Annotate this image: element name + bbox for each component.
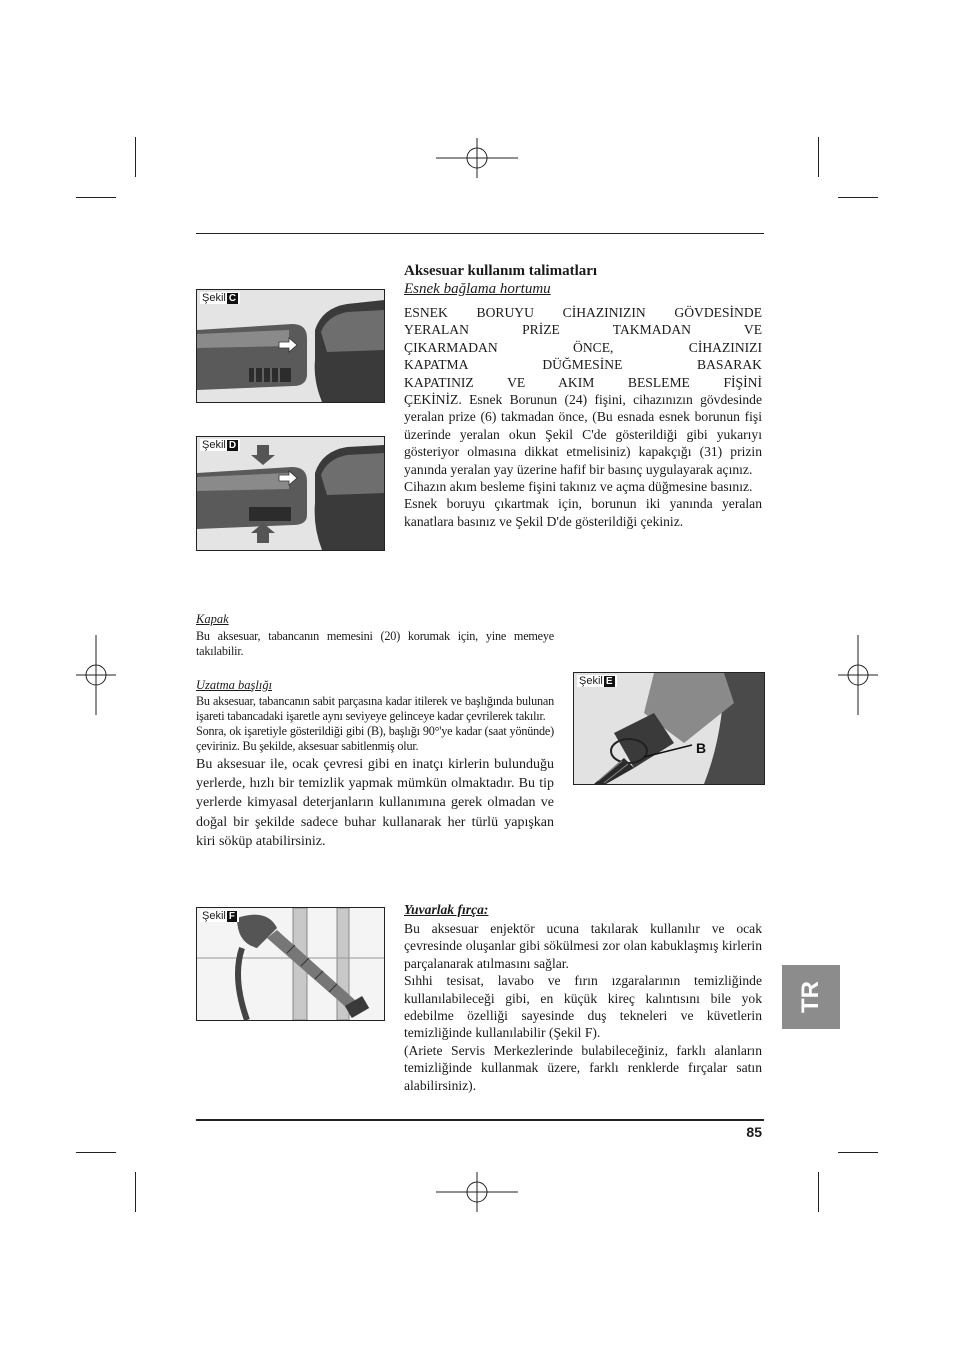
- top-rule: [196, 233, 764, 234]
- warning-line: ÇIKARMADAN ÖNCE, CİHAZINIZI: [404, 339, 762, 355]
- uzatma-paragraph: Bu aksesuar, tabancanın sabit parçasına kadar itilerek ve başlığında bulunan işareti tabancadaki işaretle aynı seviyeye gelinceye kadar çevrilerek takılır.: [196, 694, 554, 723]
- page-number: 85: [746, 1124, 762, 1140]
- figure-e: [573, 672, 765, 785]
- uzatma-paragraph: Bu aksesuar ile, ocak çevresi gibi en inatçı kirlerin bulunduğu yerlerde, hızlı bir temizlik yapmak mümkün olmaktadır. Bu tip yerlerde kimyasal deterjanların kullanımına gerek olmadan ve doğal bir şekilde sadece buhar kullanarak her türlü yapışkan kiri söküp atabilirsiniz.: [196, 757, 554, 849]
- intro-paragraph: Esnek boruyu çıkartmak için, borunun iki yanında yeralan kanatlara basınız ve Şekil D'de gösterildiği çekiniz.: [404, 496, 762, 529]
- figure-label: Şekil F: [200, 910, 239, 922]
- section-title: Aksesuar kullanım talimatları: [404, 263, 598, 279]
- plug-removal-illustration: [197, 437, 384, 550]
- figure-label: Şekil C: [200, 292, 240, 304]
- intro-paragraph: ÇEKİNİZ. Esnek Borunun (24) fişini, cihazınızın gövdesinde yeralan prize (6) takmadan önce, (Bu esnada esnek borunun fişi üzerinde yeralan okun Şekil C'de gösterildiği gibi yukarıyı gösteriyor olmasına dikkat etmelisiniz) kapakçığı (31) prizin yanında yeralan yay üzerine hafif bir basınç uygulayarak açınız.: [404, 392, 762, 477]
- section-subtitle: Esnek bağlama hortumu: [404, 281, 551, 297]
- kapak-text: Bu aksesuar, tabancanın memesini (20) korumak için, yine memeye takılabilir.: [196, 629, 554, 658]
- registration-mark: [436, 138, 518, 178]
- crop-mark: [818, 1172, 819, 1212]
- uzatma-paragraph: Sonra, ok işaretiyle gösterildiği gibi (B), başlığı 90°'ye kadar (saat yönünde) çeviriniz. Bu şekilde, aksesuar sabitlenmiş olur.: [196, 724, 554, 753]
- warning-line: ESNEK BORUYU CİHAZINIZIN GÖVDESİNDE: [404, 305, 762, 320]
- crop-mark: [135, 1172, 136, 1212]
- kapak-heading: Kapak: [196, 612, 229, 626]
- crop-mark: [76, 1152, 116, 1153]
- figure-d: [196, 436, 385, 551]
- registration-mark: [76, 635, 116, 715]
- crop-mark: [76, 197, 116, 198]
- figure-f: [196, 907, 385, 1021]
- yuvarlak-text: [404, 920, 762, 1094]
- warning-line: YERALAN PRİZE TAKMADAN VE: [404, 322, 762, 338]
- warning-line: KAPATINIZ VE AKIM BESLEME FİŞİNİ: [404, 374, 762, 390]
- yuvarlak-heading: Yuvarlak fırça:: [404, 902, 489, 917]
- figure-label: Şekil D: [200, 439, 240, 451]
- crop-mark: [818, 137, 819, 177]
- yuvarlak-paragraph: (Ariete Servis Merkezlerinde bulabileceğiniz, farklı alanların temizliğinde kullanmak üzere, farklı renklerde fırçalar satın alabilirsiniz).: [404, 1042, 762, 1093]
- registration-mark: [838, 635, 878, 715]
- crop-mark: [135, 137, 136, 177]
- yuvarlak-paragraph: Bu aksesuar enjektör ucuna takılarak kullanılır ve ocak çevresinde oluşanlar gibi sökülmesi zor olan kabuklaşmış kirlerin parçalanarak atılmasını sağlar.: [404, 921, 762, 971]
- intro-paragraph: Cihazın akım besleme fişini takınız ve açma düğmesine basınız.: [404, 479, 753, 495]
- extension-nozzle-illustration: [574, 673, 764, 784]
- language-tab: [782, 965, 840, 1029]
- figure-c: [196, 289, 385, 403]
- intro-text: [404, 304, 762, 530]
- callout-b: B: [696, 740, 707, 756]
- figure-label: Şekil E: [577, 675, 617, 687]
- crop-mark: [838, 1152, 878, 1153]
- crop-mark: [838, 197, 878, 198]
- plug-illustration: [197, 290, 384, 402]
- round-brush-illustration: [197, 908, 384, 1020]
- bottom-rule: [196, 1119, 764, 1121]
- uzatma-heading: Uzatma başlığı: [196, 678, 273, 692]
- warning-line: KAPATMA DÜĞMESİNE BASARAK: [404, 357, 762, 373]
- registration-mark: [436, 1172, 518, 1212]
- uzatma-text: [196, 694, 554, 851]
- language-tab-label: TR: [797, 981, 824, 1013]
- yuvarlak-paragraph: Sıhhi tesisat, lavabo ve fırın ızgaralarının temizliğinde kullanılabileceği gibi, en küçük kireç kalıntısını bile yok edebilme özelliği sayesinde duş tekneleri ve küvetlerin temizliğinde kullanılabilir (Şekil F).: [404, 973, 762, 1041]
